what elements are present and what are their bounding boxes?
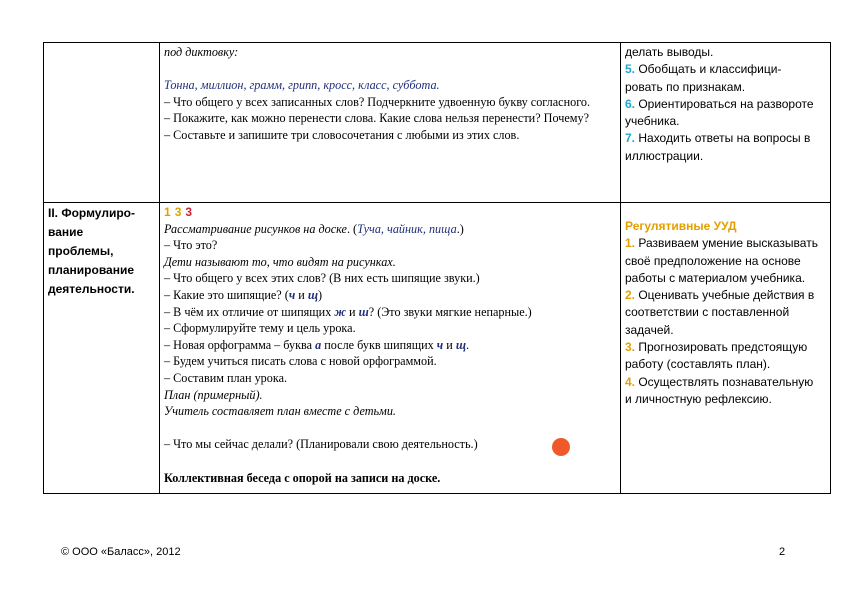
uud-item-2: 2. Оценивать учебные действия в bbox=[625, 288, 815, 303]
step-numbers: 1 3 3 bbox=[164, 205, 193, 219]
line-pictures: Рассматривание рисунков на доске. (Туча, чайник, пища.) bbox=[164, 221, 464, 236]
uud-item-7: 7. Находить ответы на вопросы в bbox=[625, 131, 811, 146]
orange-dot-marker bbox=[552, 438, 570, 456]
uud-item-3: 3. Прогнозировать предстоящую bbox=[625, 340, 808, 355]
stage-cell: II. Формулиро- вание проблемы, планирование деятельности. bbox=[44, 203, 160, 494]
table-row bbox=[44, 43, 831, 203]
question-1: – Что общего у всех записанных слов? Подчеркните удвоенную букву согласного. bbox=[164, 94, 591, 109]
uud-item-6: 6. Ориентироваться на развороте bbox=[625, 96, 814, 111]
summary-line: Коллективная беседа с опорой на записи на доске. bbox=[164, 470, 441, 485]
uud-item-5: 5. Обобщать и классифици- bbox=[625, 62, 782, 77]
uud-cell: делать выводы. 5. Обобщать и классифици- ровать по признакам. 6. Ориентироваться на развороте учебника. 7. Находить ответы на вопросы в иллюстрации. bbox=[621, 43, 831, 203]
uud-item-4: 4. Осуществлять познавательную bbox=[625, 374, 814, 389]
uud-title: Регулятивные УУД bbox=[625, 219, 737, 233]
stage-cell bbox=[44, 43, 160, 203]
question-2: – Покажите, как можно перенести слова. Какие слова нельзя перенести? Почему? bbox=[164, 111, 589, 126]
lesson-table bbox=[43, 42, 831, 494]
dictation-words: Тонна, миллион, грамм, грипп, кросс, класс, суббота. bbox=[164, 78, 440, 93]
question-3: – Составьте и запишите три словосочетания с любыми из этих слов. bbox=[164, 127, 520, 142]
page-number: 2 bbox=[779, 546, 786, 558]
content-cell bbox=[160, 43, 621, 203]
uud-cell: Регулятивные УУД 1. Развиваем умение высказывать своё предположение на основе работы с материалом учебника. 2. Оценивать учебные действия в соответствии с поставленной задачей. 3. Прогнозировать предстоящую работу (составлять план). 4. Осуществлять познавательную и личностную рефлексию. bbox=[621, 203, 831, 494]
dictation-label: под диктовку: bbox=[164, 45, 239, 59]
table-row bbox=[44, 203, 831, 494]
content-cell: 1 3 3 Рассматривание рисунков на доске. (Туча, чайник, пища.) – Что это? Дети называют то, что видят на рисунках. – Что общего у всех этих слов? (В них есть шипящие звуки.) – Какие это шипящие? (ч и щ) – В чём их отличие от шипящих ж и ш? (Это звуки мягкие непарные.) – Сформулируйте тему и цель урока. – Новая орфограмма – буква а после букв шипящих ч и щ. – Будем учиться писать слова с новой орфограммой. – Составим план урока. План (примерный). Учитель составляет план вместе с детьми. – Что мы сейчас делали? (Планировали свою деятельность.) Коллективная беседа с опорой на записи на доске. bbox=[160, 203, 621, 494]
uud-item-1: 1. Развиваем умение высказывать bbox=[625, 236, 818, 251]
copyright-footer: © ООО «Баласс», 2012 bbox=[61, 546, 181, 558]
